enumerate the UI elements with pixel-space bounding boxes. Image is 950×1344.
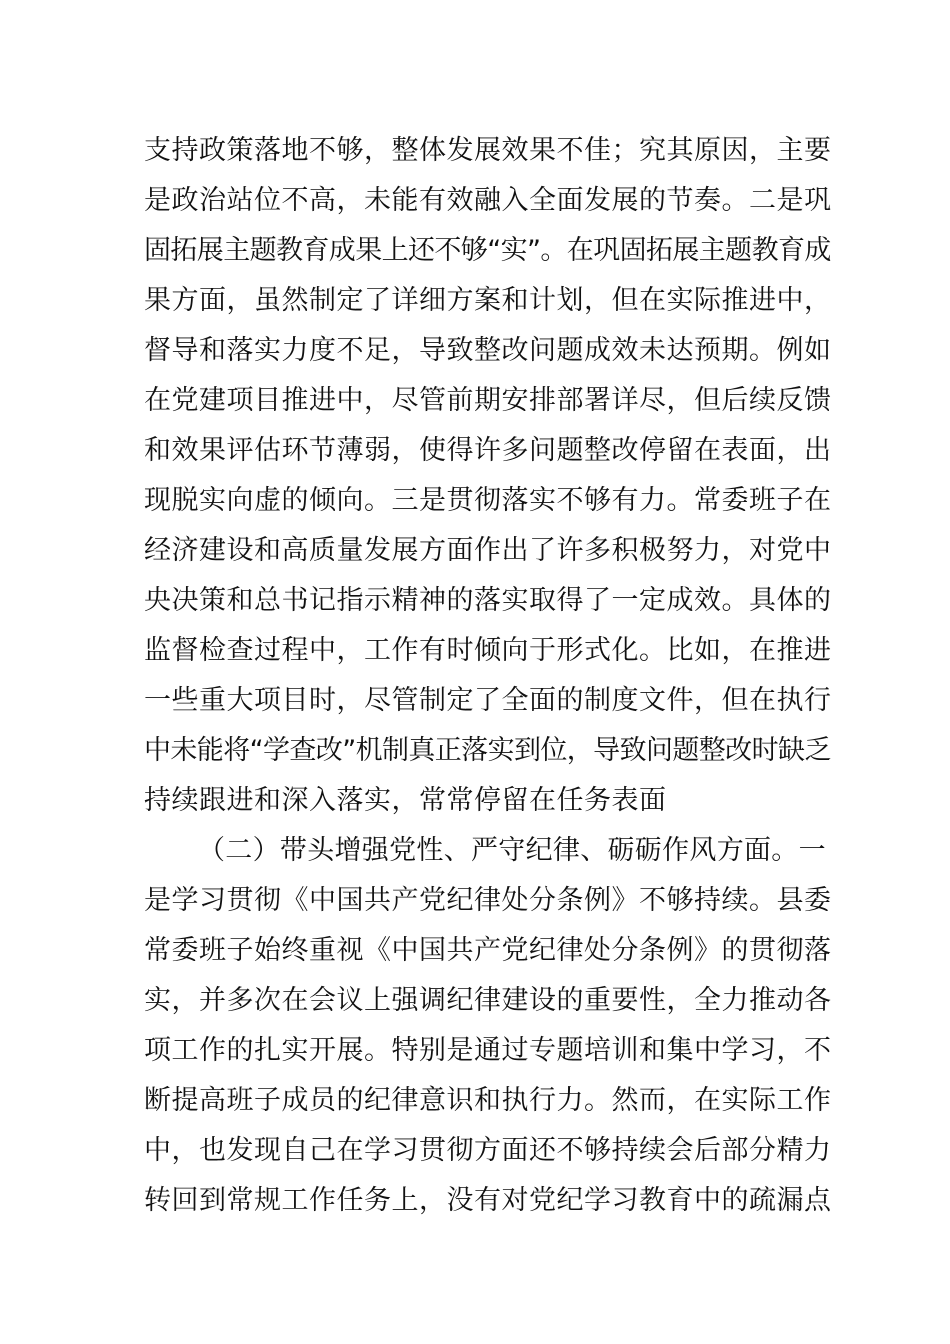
text-line-2: 是政治站位不高，未能有效融入全面发展的节奏。二是巩 (144, 185, 832, 216)
text-line-7: 和效果评估环节薄弱，使得许多问题整改停留在表面，出 (144, 435, 832, 466)
text-line-21: 中，也发现自己在学习贯彻方面还不够持续会后部分精力 (144, 1135, 832, 1166)
text-line-16: 是学习贯彻《中国共产党纪律处分条例》不够持续。县委 (144, 885, 832, 916)
text-line-3: 固拓展主题教育成果上还不够“实”。在巩固拓展主题教育成 (144, 235, 831, 266)
text-line-5: 督导和落实力度不足，导致整改问题成效未达预期。例如 (144, 335, 832, 366)
text-line-4: 果方面，虽然制定了详细方案和计划，但在实际推进中， (144, 285, 832, 316)
text-line-18: 实，并多次在会议上强调纪律建设的重要性，全力推动各 (144, 985, 832, 1016)
text-line-10: 央决策和总书记指示精神的落实取得了一定成效。具体的 (144, 585, 832, 616)
text-line-22: 转回到常规工作任务上，没有对党纪学习教育中的疏漏点 (144, 1185, 832, 1216)
text-line-13: 中未能将“学查改”机制真正落实到位，导致问题整改时缺乏 (144, 735, 831, 766)
text-line-9: 经济建设和高质量发展方面作出了许多积极努力，对党中 (144, 535, 832, 566)
text-line-8: 现脱实向虚的倾向。三是贯彻落实不够有力。常委班子在 (144, 485, 832, 516)
text-line-11: 监督检查过程中，工作有时倾向于形式化。比如，在推进 (144, 635, 832, 666)
text-line-19: 项工作的扎实开展。特别是通过专题培训和集中学习，不 (144, 1035, 832, 1066)
text-line-17: 常委班子始终重视《中国共产党纪律处分条例》的贯彻落 (144, 935, 832, 966)
body-text (144, 126, 832, 1226)
text-line-6: 在党建项目推进中，尽管前期安排部署详尽，但后续反馈 (144, 385, 832, 416)
text-line-1: 支持政策落地不够，整体发展效果不佳；究其原因，主要 (144, 135, 832, 166)
text-line-12: 一些重大项目时，尽管制定了全面的制度文件，但在执行 (144, 685, 832, 716)
text-line-14: 持续跟进和深入落实，常常停留在任务表面 (144, 785, 667, 816)
text-line-15: （二）带头增强党性、严守纪律、砺砺作风方面。一 (198, 835, 826, 866)
text-line-20: 断提高班子成员的纪律意识和执行力。然而，在实际工作 (144, 1085, 832, 1116)
